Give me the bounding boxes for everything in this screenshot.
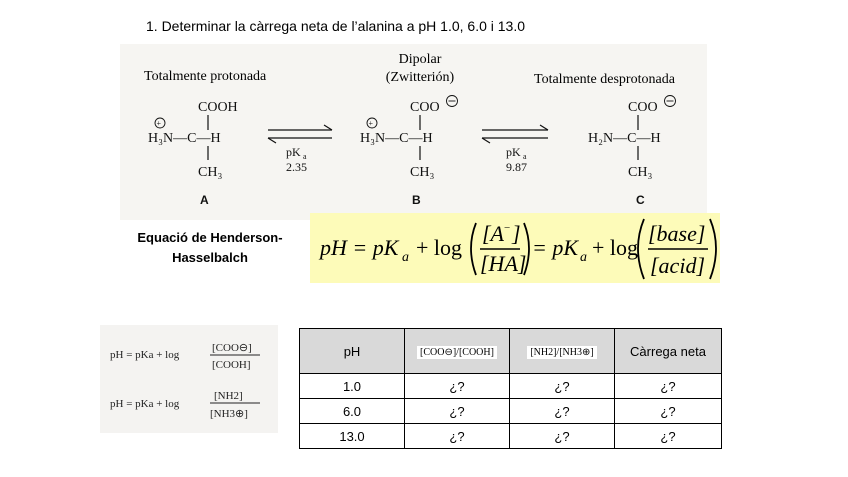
svg-text:COO: COO (410, 100, 440, 115)
label-fully-protonated: Totalmente protonada (144, 69, 267, 84)
svg-text:+ log: + log (592, 235, 639, 260)
svg-text:2.35: 2.35 (286, 160, 307, 174)
svg-text:[base]: [base] (648, 221, 706, 246)
eq2-lhs: pH = pKa + log (110, 398, 180, 410)
header-nh-ratio: [NH2]/[NH3⊕] (510, 329, 615, 374)
label-fully-deprotonated: Totalmente desprotonada (534, 72, 675, 87)
svg-text:pK: pK (286, 145, 301, 159)
svg-text:[HA]: [HA] (480, 251, 527, 276)
header-net-charge: Càrrega neta (615, 329, 722, 374)
svg-text:a: a (303, 152, 307, 161)
page-title: 1. Determinar la càrrega neta de l’alanina a pH 1.0, 6.0 i 13.0 (146, 18, 526, 34)
svg-text:CH₃: CH₃ (198, 165, 223, 180)
svg-text:H₃N—C—H: H₃N—C—H (148, 131, 221, 146)
eq1-lhs: pH = pKa + log (110, 349, 180, 361)
label-zwitterion: (Zwitterión) (385, 70, 455, 85)
svg-text:COO: COO (628, 100, 658, 115)
svg-text:a: a (580, 250, 587, 265)
svg-text:[acid]: [acid] (650, 253, 705, 278)
eq1-numerator: [COO⊖] (212, 342, 252, 354)
header-ph: pH (300, 329, 405, 374)
svg-text:[A: [A (482, 221, 504, 246)
table-row: 6.0 ¿? ¿? ¿? (300, 399, 722, 424)
table-row: 13.0 ¿? ¿? ¿? (300, 424, 722, 449)
charge-table (299, 328, 722, 449)
henderson-hasselbalch-equation (310, 213, 720, 283)
table-row: 1.0 ¿? ¿? ¿? (300, 374, 722, 399)
ionization-equations (100, 325, 278, 433)
svg-text:−: − (504, 222, 511, 234)
structures-drawing (120, 44, 707, 220)
eq2-denominator: [NH3⊕] (210, 408, 248, 420)
header-coo-ratio: [COO⊖]/[COOH] (405, 329, 510, 374)
label-dipolar: Dipolar (398, 52, 442, 67)
svg-text:9.87: 9.87 (506, 160, 527, 174)
svg-text:+: + (368, 119, 374, 128)
svg-text:+ log: + log (416, 235, 463, 260)
svg-text:a: a (402, 250, 409, 265)
svg-text:H₃N—C—H: H₃N—C—H (360, 131, 433, 146)
svg-text:]: ] (512, 221, 521, 246)
svg-text:COOH: COOH (198, 100, 238, 115)
henderson-hasselbalch-label: Equació de Henderson- Hasselbalch (137, 230, 283, 265)
svg-text:pK: pK (506, 145, 521, 159)
eq1-denominator: [COOH] (212, 359, 251, 371)
svg-text:a: a (523, 152, 527, 161)
svg-text:pH = pK: pH = pK (320, 235, 399, 260)
letter-a: A (200, 193, 209, 207)
letter-c: C (636, 193, 645, 207)
table-header-row (300, 329, 722, 374)
svg-text:= pK: = pK (532, 235, 579, 260)
svg-text:H₂N—C—H: H₂N—C—H (588, 131, 661, 146)
svg-text:CH₃: CH₃ (410, 165, 435, 180)
letter-b: B (412, 193, 421, 207)
eq2-numerator: [NH2] (214, 390, 243, 402)
svg-text:+: + (156, 119, 162, 128)
alanine-ionization-scheme (120, 44, 707, 220)
svg-text:CH₃: CH₃ (628, 165, 653, 180)
